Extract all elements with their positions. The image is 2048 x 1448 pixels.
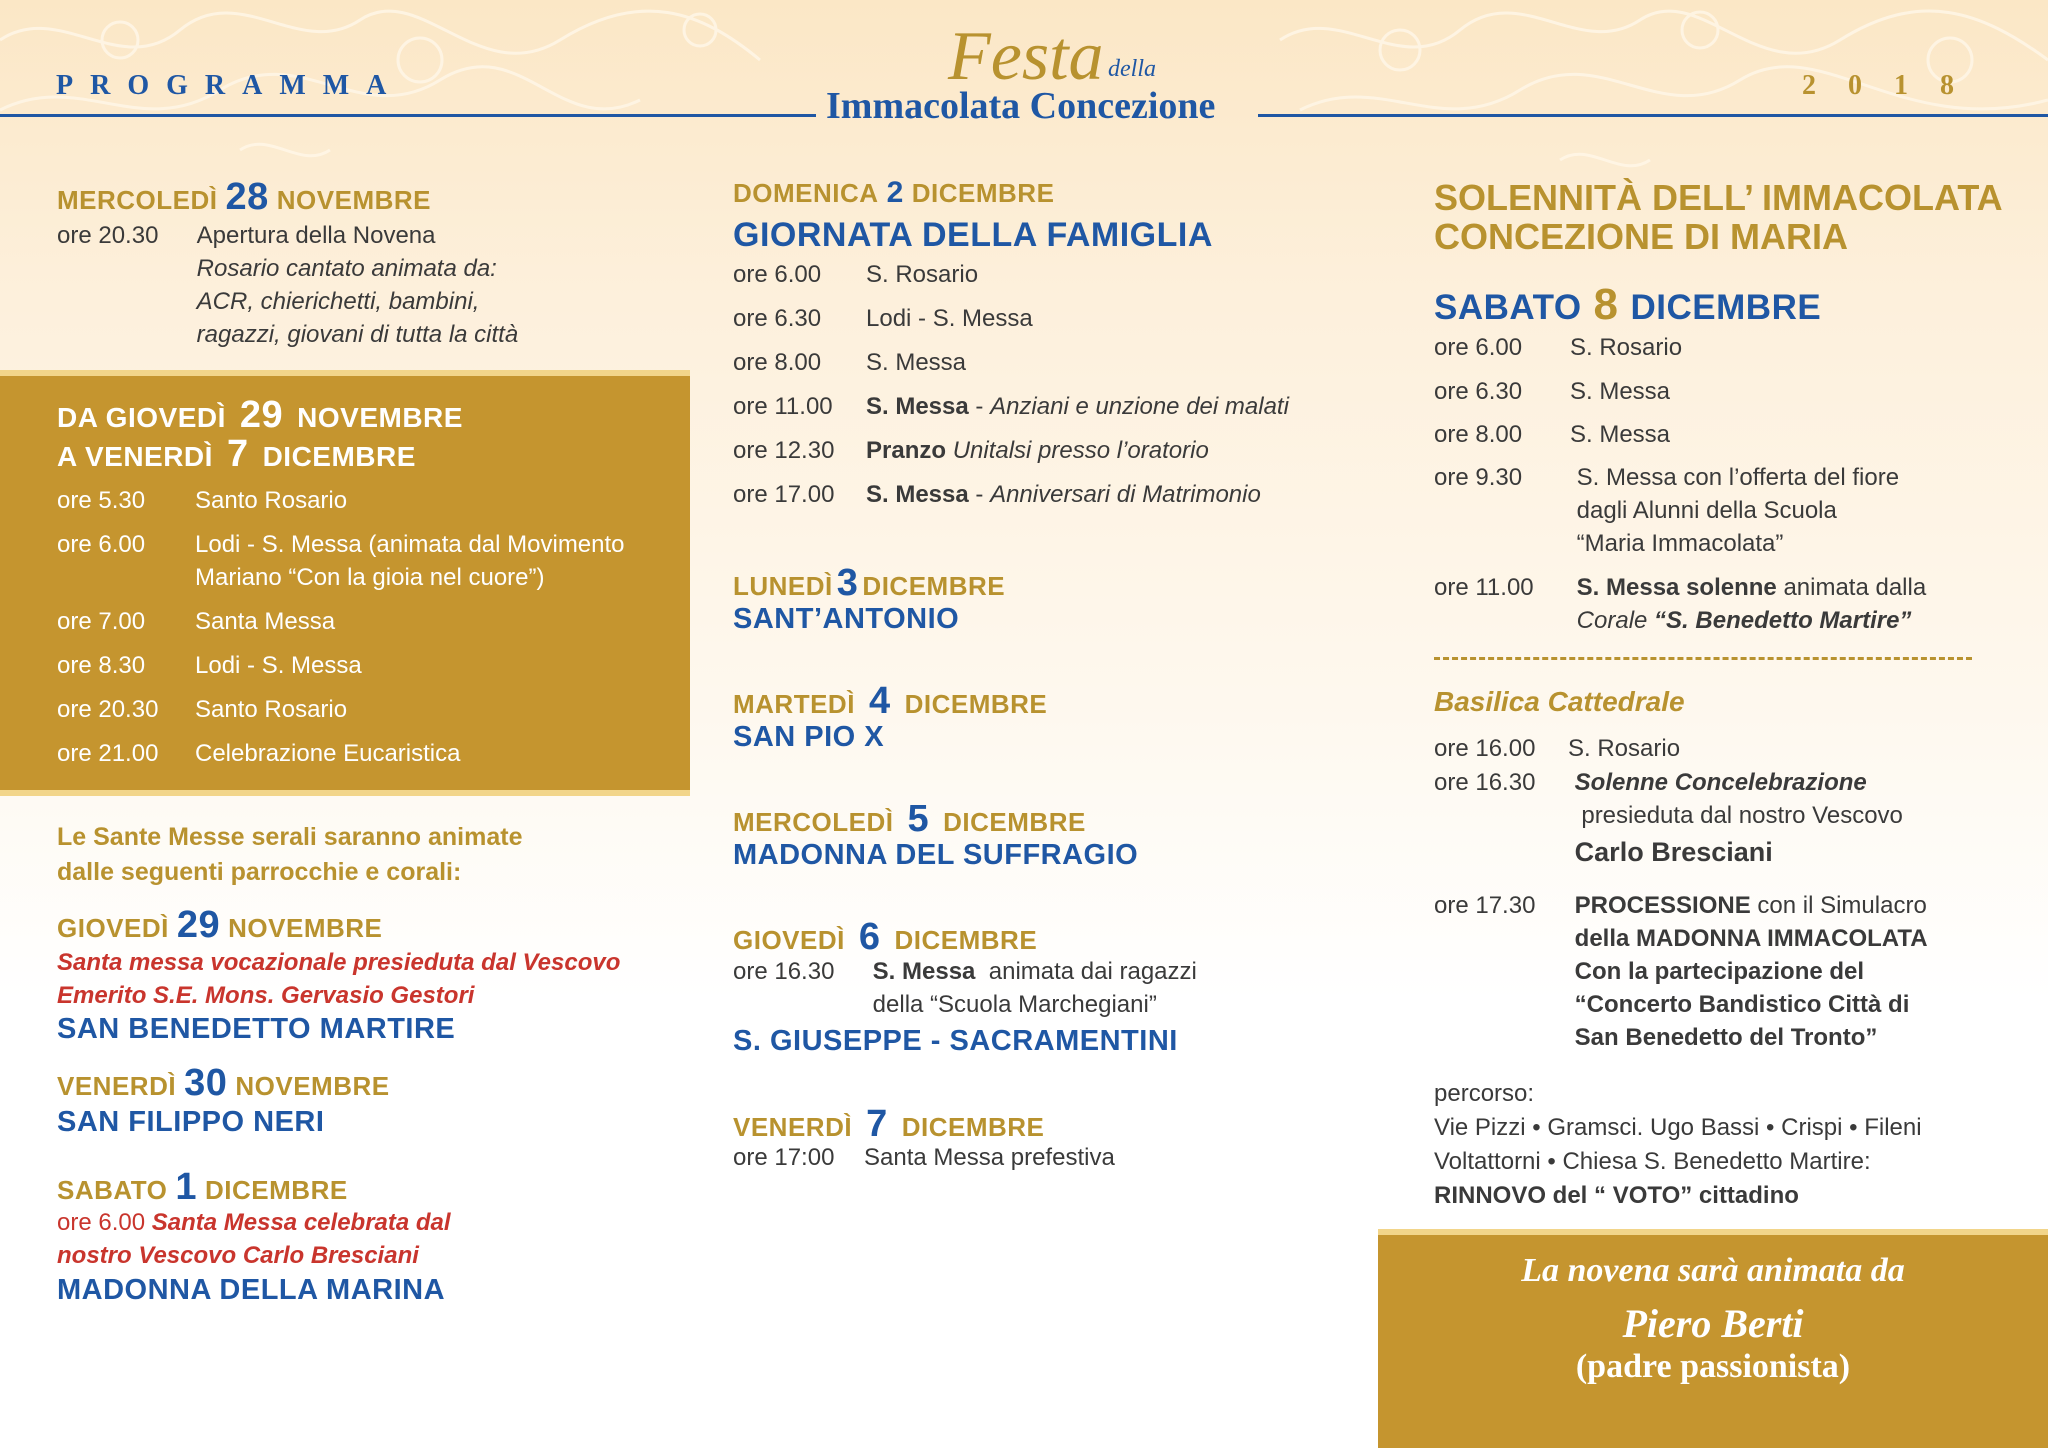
novena-line1: La novena sarà animata da	[1521, 1252, 1905, 1289]
venerdi-7-row	[733, 1141, 1115, 1174]
day-number: 30	[184, 1062, 228, 1104]
event-desc: Santa Messa	[195, 608, 336, 635]
month-name: DICEMBRE	[911, 178, 1055, 208]
martedi-4-title: SAN PIO X	[733, 721, 885, 753]
day-name: SABATO	[57, 1175, 168, 1205]
domenica-row	[733, 258, 978, 291]
col2-domenica-2-heading	[733, 176, 1054, 210]
event-bold: S. Messa	[872, 958, 976, 985]
header-rule-left	[0, 114, 816, 117]
day-number: 6	[858, 916, 881, 958]
separator: -	[968, 481, 991, 508]
sabato-1-note	[57, 1206, 451, 1272]
event-desc: S. Messa	[866, 349, 967, 376]
domenica-row	[733, 390, 1289, 423]
sante-messe-note	[57, 820, 523, 890]
col1-novena-row	[57, 219, 518, 351]
note-line: Le Sante Messe serali saranno animate	[57, 823, 523, 851]
box-row	[57, 484, 347, 517]
col1-giovedi-29-heading	[57, 904, 382, 947]
novena-line3: (padre passionista)	[1575, 1348, 1851, 1385]
event-desc: Lodi - S. Messa (animata dal Movimento	[195, 531, 625, 558]
header-rule-right	[1258, 114, 2048, 117]
basilica-label: Basilica Cattedrale	[1434, 686, 1685, 717]
time: ore 16.00	[1434, 735, 1536, 762]
event-desc: Santo Rosario	[195, 487, 348, 514]
giovedi-6-title: S. GIUSEPPE - SACRAMENTINI	[733, 1025, 1178, 1057]
col1-sabato-1-heading	[57, 1166, 348, 1209]
day-number: 2	[886, 176, 904, 209]
day-name: DA GIOVEDÌ	[57, 402, 226, 433]
month-name: NOVEMBRE	[235, 1071, 390, 1101]
event-desc-line: dagli Alunni della Scuola	[1576, 497, 1837, 524]
giovedi-6-row	[733, 955, 1197, 1021]
event-desc-line: “Concerto Bandistico Città di	[1574, 991, 1910, 1018]
venerdi-30-title: SAN FILIPPO NERI	[57, 1106, 325, 1138]
day-number: 8	[1593, 280, 1619, 329]
mercoledi-5-title: MADONNA DEL SUFFRAGIO	[733, 839, 1139, 871]
event-desc: Santa Messa prefestiva	[864, 1144, 1115, 1171]
month-name: DICEMBRE	[943, 807, 1086, 837]
box-row	[57, 649, 362, 682]
day-number: 5	[907, 798, 930, 840]
month-name: NOVEMBRE	[297, 402, 463, 433]
event-bold: Pranzo	[866, 437, 947, 464]
domenica-row	[733, 434, 1209, 467]
time: ore 8.00	[1434, 421, 1523, 448]
solennita-title	[1434, 178, 2003, 256]
percorso-line: Voltattorni • Chiesa S. Benedetto Martire:	[1434, 1148, 1871, 1175]
year-label: 2018	[1802, 70, 1986, 101]
sabato-8-row	[1434, 571, 1926, 637]
event-desc-line: Con la partecipazione del	[1574, 958, 1865, 985]
novena-line2: Piero Berti	[1622, 1301, 1804, 1346]
day-number: 4	[868, 680, 891, 722]
month-name: DICEMBRE	[862, 571, 1006, 601]
event-desc: Anziani e unzione dei malati	[990, 393, 1289, 420]
giovedi-29-note	[57, 946, 620, 1012]
event-desc: S. Messa	[1570, 378, 1671, 405]
domenica-row	[733, 302, 1033, 335]
day-name: MERCOLEDÌ	[57, 185, 218, 215]
time: ore 6.30	[1434, 378, 1523, 405]
logo-della: della	[1108, 56, 1156, 82]
box-row	[57, 693, 347, 726]
time: ore 12.30	[733, 437, 835, 464]
day-number: 28	[225, 176, 269, 218]
day-name: A VENERDÌ	[57, 441, 213, 472]
sabato-8-row	[1434, 375, 1670, 408]
dashed-divider	[1434, 657, 1972, 660]
event-desc: Lodi - S. Messa	[195, 652, 362, 679]
event-desc: S. Messa con l’offerta del fiore	[1576, 464, 1900, 491]
sabato-1-title: MADONNA DELLA MARINA	[57, 1274, 446, 1306]
event-bold: S. Messa	[866, 393, 969, 420]
box-row	[57, 737, 460, 770]
col1-venerdi-30-heading	[57, 1062, 390, 1105]
event-bold: S. Messa solenne	[1576, 574, 1777, 601]
time: ore 21.00	[57, 740, 159, 767]
time: ore 20.30	[57, 696, 159, 723]
box-row	[57, 528, 625, 594]
event-desc: con il Simulacro	[1757, 892, 1927, 919]
time: ore 6.00	[57, 1209, 146, 1236]
day-number: 29	[239, 394, 284, 436]
time: ore 8.30	[57, 652, 146, 679]
event-bold: “S. Benedetto Martire”	[1654, 607, 1912, 634]
title-line: CONCEZIONE DI MARIA	[1434, 216, 1848, 257]
time: ore 20.30	[57, 222, 159, 249]
percorso-line: RINNOVO del “ VOTO” cittadino	[1434, 1182, 1799, 1209]
time: ore 17.30	[1434, 892, 1536, 919]
day-name: DOMENICA	[733, 178, 879, 208]
event-desc: Anniversari di Matrimonio	[990, 481, 1261, 508]
event-desc: S. Rosario	[1568, 735, 1681, 762]
note-line: Santa messa vocazionale presieduta dal Vescovo	[57, 949, 621, 976]
event-desc: Santo Rosario	[195, 696, 348, 723]
sabato-8-row	[1434, 461, 1899, 560]
event-desc-line: Corale	[1576, 607, 1648, 634]
col2-giovedi-6-heading	[733, 916, 1037, 959]
sabato-8-row	[1434, 331, 1682, 364]
separator: -	[968, 393, 991, 420]
event-desc-line: Mariano “Con la gioia nel cuore”)	[195, 564, 545, 591]
box-heading-line2	[57, 433, 416, 476]
day-number: 7	[226, 433, 249, 475]
col2-mercoledi-5-heading	[733, 798, 1086, 841]
note-line: Santa Messa celebrata dal	[151, 1209, 451, 1236]
event-desc-line: presieduta dal nostro Vescovo	[1581, 802, 1903, 829]
event-desc: S. Rosario	[866, 261, 979, 288]
percorso-block	[1434, 1077, 1922, 1213]
domenica-row	[733, 346, 966, 379]
box-heading-line1	[57, 394, 463, 437]
separator	[946, 437, 953, 464]
time: ore 17.00	[733, 481, 835, 508]
event-bold: Carlo Bresciani	[1574, 837, 1773, 867]
event-desc: S. Rosario	[1570, 334, 1683, 361]
event-desc-line: della MADONNA IMMACOLATA	[1574, 925, 1928, 952]
day-name: VENERDÌ	[57, 1071, 177, 1101]
time: ore 11.00	[1434, 574, 1534, 601]
event-desc-line: San Benedetto del Tronto”	[1574, 1024, 1878, 1051]
col2-venerdi-7-heading	[733, 1103, 1044, 1146]
event-bold: Solenne Concelebrazione	[1574, 769, 1867, 796]
time: ore 8.00	[733, 349, 822, 376]
event-desc-line: ACR, chierichetti, bambini,	[196, 288, 480, 315]
time: ore 9.30	[1434, 464, 1523, 491]
logo-subtitle: Immacolata Concezione	[826, 85, 1216, 127]
day-name: MERCOLEDÌ	[733, 807, 894, 837]
basilica-row	[1434, 766, 1903, 872]
event-bold: S. Messa	[866, 481, 969, 508]
col1-mercoledi-28-heading	[57, 176, 431, 219]
time: ore 6.30	[733, 305, 822, 332]
month-name: DICEMBRE	[262, 441, 416, 472]
lunedi-3-title: SANT’ANTONIO	[733, 603, 960, 635]
title-line: SOLENNITÀ DELL’ IMMACOLATA	[1434, 177, 2003, 218]
domenica-row	[733, 478, 1261, 511]
logo-festa: Festa	[948, 18, 1104, 95]
event-desc: Celebrazione Eucaristica	[195, 740, 461, 767]
day-name: GIOVEDÌ	[57, 913, 169, 943]
time: ore 6.00	[57, 531, 146, 558]
time: ore 17:00	[733, 1144, 835, 1171]
month-name: NOVEMBRE	[228, 913, 383, 943]
day-number: 7	[866, 1103, 888, 1145]
col3-sabato-8-heading	[1434, 280, 1821, 330]
time: ore 16.30	[1434, 769, 1536, 796]
percorso-line: Vie Pizzi • Gramsci. Ugo Bassi • Crispi • Fileni	[1434, 1114, 1922, 1141]
time: ore 16.30	[733, 958, 835, 985]
sabato-8-row	[1434, 418, 1670, 451]
time: ore 6.00	[1434, 334, 1523, 361]
event-desc: Apertura della Novena	[196, 222, 436, 249]
basilica-row	[1434, 889, 1928, 1054]
event-desc-line: Rosario cantato animata da:	[196, 255, 497, 282]
day-name: MARTEDÌ	[733, 689, 855, 719]
event-desc: animata dalla	[1783, 574, 1927, 601]
programma-label: PROGRAMMA	[56, 70, 404, 101]
event-desc: S. Messa	[1570, 421, 1671, 448]
month-name: DICEMBRE	[901, 1112, 1045, 1142]
event-bold: PROCESSIONE	[1574, 892, 1751, 919]
month-name: NOVEMBRE	[276, 185, 432, 215]
event-desc: animata dai ragazzi	[988, 958, 1197, 985]
day-name: LUNEDÌ	[733, 571, 833, 601]
event-desc-line: “Maria Immacolata”	[1576, 530, 1784, 557]
basilica-row	[1434, 732, 1680, 765]
event-desc-line: della “Scuola Marchegiani”	[872, 991, 1157, 1018]
col2-martedi-4-heading	[733, 680, 1047, 723]
event-desc: Lodi - S. Messa	[866, 305, 1033, 332]
time: ore 7.00	[57, 608, 146, 635]
event-desc: Unitalsi presso l’oratorio	[952, 437, 1209, 464]
day-number: 29	[176, 904, 221, 946]
day-name: VENERDÌ	[733, 1112, 853, 1142]
month-name: DICEMBRE	[894, 925, 1038, 955]
note-line: dalle seguenti parrocchie e corali:	[57, 858, 462, 886]
time: ore 5.30	[57, 487, 146, 514]
note-line: Emerito S.E. Mons. Gervasio Gestori	[57, 982, 475, 1009]
giovedi-29-title: SAN BENEDETTO MARTIRE	[57, 1013, 456, 1045]
domenica-2-title: GIORNATA DELLA FAMIGLIA	[733, 216, 1213, 254]
month-name: DICEMBRE	[904, 689, 1048, 719]
day-name: GIOVEDÌ	[733, 925, 845, 955]
col2-lunedi-3-heading	[733, 562, 1005, 605]
month-name: DICEMBRE	[205, 1175, 348, 1205]
time: ore 6.00	[733, 261, 822, 288]
box-row	[57, 605, 335, 638]
day-name: SABATO	[1434, 288, 1582, 327]
event-desc-line: ragazzi, giovani di tutta la città	[196, 321, 519, 348]
day-number: 1	[175, 1166, 198, 1208]
month-name: DICEMBRE	[1630, 288, 1822, 327]
time: ore 11.00	[733, 393, 833, 420]
day-number: 3	[836, 562, 859, 604]
note-line: nostro Vescovo Carlo Bresciani	[57, 1242, 419, 1269]
percorso-label: percorso:	[1434, 1080, 1535, 1107]
